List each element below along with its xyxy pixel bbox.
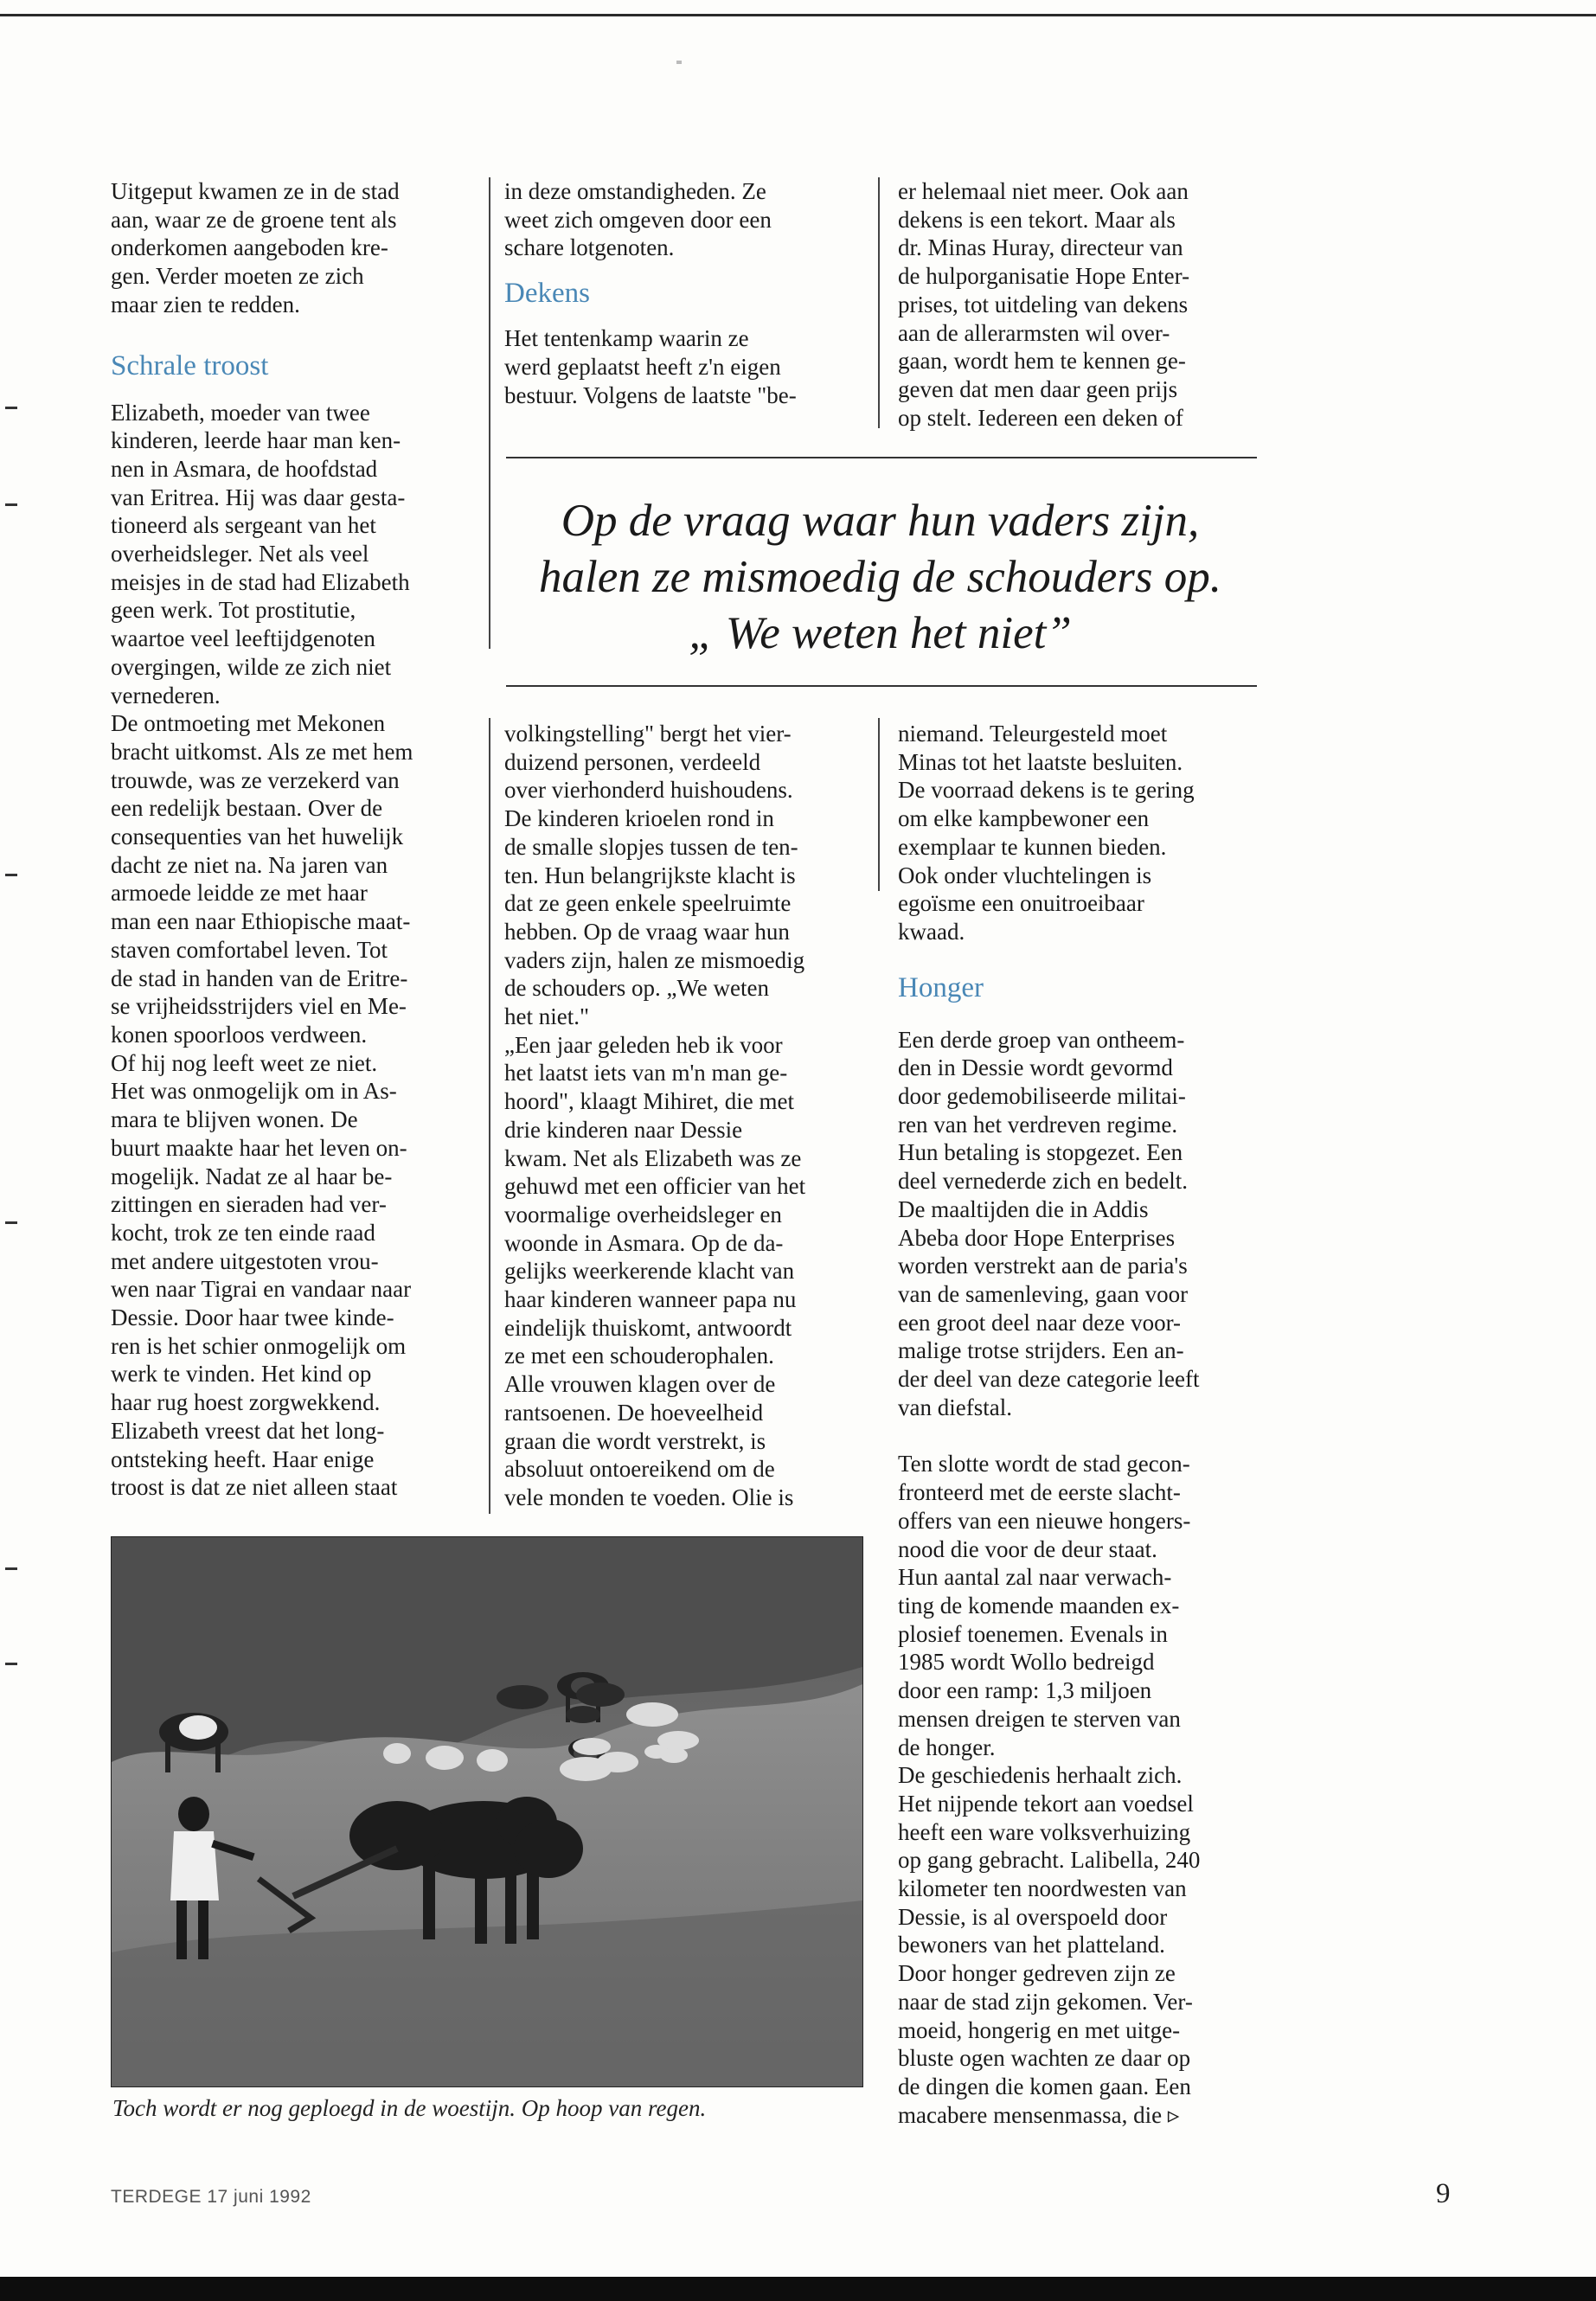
text-line: met andere uitgestoten vrou- [111, 1247, 379, 1274]
text-line: „Een jaar geleden heb ik voor [504, 1031, 783, 1058]
text-line: armoede leidde ze met haar [111, 880, 368, 907]
text-line: overgingen, wilde ze zich niet [111, 653, 392, 680]
text-line: exemplaar te kunnen bieden. [898, 833, 1167, 860]
text-line: ze met een schouderophalen. [504, 1343, 774, 1369]
text-line: Hun betaling is stopgezet. Een [898, 1139, 1183, 1166]
text-line: vaders zijn, halen ze mismoedig [504, 946, 805, 973]
text-line: weet zich omgeven door een [504, 206, 772, 233]
text-line: Het tentenkamp waarin ze [504, 325, 749, 352]
text-line: de dingen die komen gaan. Een [898, 2073, 1191, 2099]
text-line: deel vernederde zich en bedelt. [898, 1168, 1189, 1195]
text-line: haar kinderen wanneer papa nu [504, 1286, 797, 1313]
text-line: kwam. Net als Elizabeth was ze [504, 1144, 802, 1171]
text-line: woonde in Asmara. Op de da- [504, 1229, 784, 1256]
text-line: aan de allerarmsten wil over- [898, 319, 1170, 346]
text-line: gen. Verder moeten ze zich [111, 263, 364, 290]
top-rule [0, 14, 1596, 16]
text-line: het niet." [504, 1003, 589, 1030]
text-line: Uitgeput kwamen ze in de stad [111, 178, 400, 204]
text-line: over vierhonderd huishoudens. [504, 777, 793, 804]
text-line: dacht ze niet na. Na jaren van [111, 851, 388, 878]
text-line: de honger. [898, 1734, 996, 1760]
text-line: graan die wordt verstrekt, is [504, 1427, 766, 1454]
col1-mekonen [111, 709, 483, 1502]
margin-tick [5, 503, 17, 506]
column-rule [489, 177, 490, 649]
text-line: ting de komende maanden ex- [898, 1592, 1180, 1618]
text-line: zittingen en sieraden had ver- [111, 1191, 387, 1218]
margin-tick [5, 407, 17, 409]
text-line: moeid, hongerig en met uitge- [898, 2016, 1181, 2043]
text-line: overheidsleger. Net als veel [111, 541, 369, 567]
text-line: gaan, wordt hem te kennen ge- [898, 348, 1186, 375]
text-line: staven comfortabel leven. Tot [111, 936, 388, 963]
text-line: Abeba door Hope Enterprises [898, 1224, 1176, 1251]
text-line: De kinderen krioelen rond in [504, 805, 774, 832]
text-line: eindelijk thuiskomt, antwoordt [504, 1314, 792, 1341]
heading-schrale-troost: Schrale troost [111, 349, 269, 381]
text-line: worden verstrekt aan de paria's [898, 1253, 1188, 1279]
column-2-bottom [504, 720, 876, 1512]
text-line: een redelijk bestaan. Over de [111, 795, 383, 822]
text-line: om elke kampbewoner een [898, 805, 1150, 832]
margin-tick [5, 1663, 17, 1665]
text-line: man een naar Ethiopische maat- [111, 908, 411, 935]
text-line: hoord", klaagt Mihiret, die met [504, 1088, 794, 1115]
col2-tentenkamp [504, 324, 876, 409]
text-line: haar rug hoest zorgwekkend. [111, 1389, 381, 1416]
text-line: van diefstal. [898, 1394, 1012, 1420]
col3-derde-groep [898, 1026, 1279, 1422]
text-line: offers van een nieuwe hongers- [898, 1507, 1191, 1534]
text-line: Dessie, is al overspoeld door [898, 1903, 1168, 1930]
text-line: er helemaal niet meer. Ook aan [898, 178, 1189, 204]
pull-quote-line: „ We weten het niet” [689, 608, 1072, 658]
column-3-top [898, 177, 1279, 432]
text-line: schare lotgenoten. [504, 234, 675, 261]
text-line: prises, tot uitdeling van dekens [898, 291, 1189, 317]
photo-caption: Toch wordt er nog geploegd in de woestijn. Op hoop van regen. [112, 2095, 707, 2121]
text-line: absoluut ontoereikend om de [504, 1456, 775, 1483]
text-line: drie kinderen naar Dessie [504, 1116, 743, 1143]
pull-quote-line: halen ze mismoedig de schouders op. [539, 552, 1221, 602]
col3-ten-slotte [898, 1450, 1279, 2129]
text-line: duizend personen, verdeeld [504, 748, 761, 775]
text-line: bracht uitkomst. Als ze met hem [111, 738, 413, 765]
text-line: niemand. Teleurgesteld moet [898, 721, 1168, 747]
col2-volkstelling [504, 720, 876, 1512]
text-line: tioneerd als sergeant van het [111, 512, 376, 539]
text-line: ren van het verdreven regime. [898, 1111, 1178, 1138]
column-rule [489, 718, 490, 1514]
text-line: se vrijheidsstrijders viel en Me- [111, 993, 407, 1020]
text-line: maar zien te redden. [111, 291, 300, 317]
print-mark [676, 61, 682, 64]
text-line: dr. Minas Huray, directeur van [898, 234, 1183, 261]
text-line: nen in Asmara, de hoofdstad [111, 455, 378, 482]
text-line: mogelijk. Nadat ze al haar be- [111, 1163, 393, 1189]
text-line: De geschiedenis herhaalt zich. [898, 1762, 1183, 1789]
page-number: 9 [1436, 2178, 1451, 2209]
quote-rule-top [506, 457, 1257, 458]
text-line: onderkomen aangeboden kre- [111, 234, 388, 261]
text-line: Alle vrouwen klagen over de [504, 1371, 776, 1398]
text-line: Dessie. Door haar twee kinde- [111, 1304, 394, 1331]
text-line: ren is het schier onmogelijk om [111, 1332, 407, 1359]
quote-rule-bottom [506, 685, 1257, 687]
text-line: in deze omstandigheden. Ze [504, 178, 766, 204]
text-line: ontsteking heeft. Haar enige [111, 1445, 375, 1472]
text-line: meisjes in de stad had Elizabeth [111, 568, 410, 595]
text-line: naar de stad zijn gekomen. Ver- [898, 1988, 1193, 2015]
text-line: geven dat men daar geen prijs [898, 375, 1178, 402]
text-line: werk te vinden. Het kind op [111, 1361, 372, 1388]
text-line: vele monden te voeden. Olie is [504, 1484, 794, 1510]
text-line: malige trotse strijders. Een an- [898, 1337, 1184, 1364]
text-line: de schouders op. „We weten [504, 975, 769, 1002]
margin-tick [5, 1567, 17, 1570]
photo-ploughing [111, 1536, 863, 2087]
text-line: konen spoorloos verdween. [111, 1021, 368, 1048]
text-line: Elizabeth vreest dat het long- [111, 1417, 385, 1444]
text-line: op stelt. Iedereen een deken of [898, 404, 1183, 431]
text-line: bewoners van het platteland. [898, 1932, 1165, 1958]
text-line: dat ze geen enkele speelruimte [504, 890, 792, 917]
text-line: kilometer ten noordwesten van [898, 1875, 1187, 1902]
text-line: kinderen, leerde haar man ken- [111, 427, 401, 454]
text-line: de stad in handen van de Eritre- [111, 965, 408, 991]
column-rule [878, 177, 880, 428]
text-line: rantsoenen. De hoeveelheid [504, 1399, 764, 1426]
text-line: ten. Hun belangrijkste klacht is [504, 862, 796, 888]
column-rule [878, 718, 880, 891]
text-line: Ten slotte wordt de stad gecon- [898, 1451, 1190, 1477]
text-line: aan, waar ze de groene tent als [111, 206, 397, 233]
publication-footer: TERDEGE 17 juni 1992 [111, 2187, 311, 2207]
text-line: Een derde groep van ontheem- [898, 1026, 1185, 1053]
margin-tick [5, 1221, 17, 1224]
col1-elizabeth [111, 399, 483, 710]
column-3-bottom [898, 720, 1279, 2129]
text-line: den in Dessie wordt gevormd [898, 1054, 1173, 1081]
text-line: kwaad. [898, 918, 965, 945]
text-line: Ook onder vluchtelingen is [898, 862, 1152, 888]
text-line: een groot deel naar deze voor- [898, 1309, 1182, 1336]
text-line: trouwde, was ze verzekerd van [111, 766, 400, 793]
text-line: gehuwd met een officier van het [504, 1173, 806, 1200]
column-1 [111, 177, 483, 1502]
col2-intro [504, 177, 876, 262]
text-line: door gedemobiliseerde militai- [898, 1083, 1186, 1110]
col1-intro [111, 177, 483, 319]
text-line: Hun aantal zal naar verwach- [898, 1564, 1172, 1591]
col3-teleurgesteld [898, 720, 1279, 946]
pull-quote [506, 493, 1254, 662]
text-line: buurt maakte haar het leven on- [111, 1134, 407, 1161]
text-line: het laatst iets van m'n man ge- [504, 1060, 788, 1086]
text-line: de smalle slopjes tussen de ten- [504, 833, 798, 860]
bottom-bar [0, 2277, 1596, 2301]
text-line: Minas tot het laatste besluiten. [898, 748, 1183, 775]
column-2-top [504, 177, 876, 409]
text-line: der deel van deze categorie leeft [898, 1366, 1200, 1393]
text-line: op gang gebracht. Lalibella, 240 [898, 1847, 1201, 1874]
text-line: Door honger gedreven zijn ze [898, 1960, 1176, 1987]
heading-honger: Honger [898, 971, 984, 1003]
text-line: voormalige overheidsleger en [504, 1201, 782, 1227]
text-line: De maaltijden die in Addis [898, 1195, 1149, 1222]
text-line: troost is dat ze niet alleen staat [111, 1474, 398, 1501]
text-line: wen naar Tigrai en vandaar naar [111, 1276, 412, 1303]
text-line: De voorraad dekens is te gering [898, 777, 1195, 804]
text-line: van de samenleving, gaan voor [898, 1280, 1189, 1307]
margin-tick [5, 874, 17, 876]
text-line: fronteerd met de eerste slacht- [898, 1479, 1181, 1506]
text-line: heeft een ware volksverhuizing [898, 1818, 1191, 1845]
text-line: bestuur. Volgens de laatste "be- [504, 381, 797, 408]
text-line: kocht, trok ze ten einde raad [111, 1219, 375, 1246]
text-line: nood die voor de deur staat. [898, 1535, 1157, 1562]
text-line: 1985 wordt Wollo bedreigd [898, 1649, 1155, 1676]
text-line: werd geplaatst heeft z'n eigen [504, 353, 781, 380]
text-line: egoïsme een onuitroeibaar [898, 890, 1144, 917]
text-line: geen werk. Tot prostitutie, [111, 597, 356, 624]
text-line: door een ramp: 1,3 miljoen [898, 1677, 1152, 1704]
text-line: mara te blijven wonen. De [111, 1106, 358, 1133]
text-line: volkingstelling" bergt het vier- [504, 721, 792, 747]
text-line: consequenties van het huwelijk [111, 824, 404, 850]
text-line: Of hij nog leeft weet ze niet. [111, 1049, 378, 1076]
text-line: macabere mensenmassa, die ▹ [898, 2101, 1180, 2128]
text-line: Het was onmogelijk om in As- [111, 1078, 397, 1105]
text-line: vernederen. [111, 682, 221, 708]
text-line: waartoe veel leeftijdgenoten [111, 625, 375, 652]
text-line: mensen dreigen te sterven van [898, 1705, 1181, 1732]
text-line: Het nijpende tekort aan voedsel [898, 1790, 1194, 1817]
text-line: hebben. Op de vraag waar hun [504, 918, 790, 945]
text-line: gelijks weerkerende klacht van [504, 1258, 795, 1285]
heading-dekens: Dekens [504, 278, 590, 310]
col3-dekens-tekort [898, 177, 1279, 432]
text-line: plosief toenemen. Evenals in [898, 1620, 1168, 1647]
text-line: De ontmoeting met Mekonen [111, 710, 386, 737]
text-line: dekens is een tekort. Maar als [898, 206, 1176, 233]
text-line: de hulporganisatie Hope Enter- [898, 263, 1190, 290]
text-line: bluste ogen wachten ze daar op [898, 2045, 1191, 2072]
pull-quote-line: Op de vraag waar hun vaders zijn, [561, 496, 1200, 546]
text-line: Elizabeth, moeder van twee [111, 399, 370, 426]
text-line: van Eritrea. Hij was daar gesta- [111, 484, 406, 510]
